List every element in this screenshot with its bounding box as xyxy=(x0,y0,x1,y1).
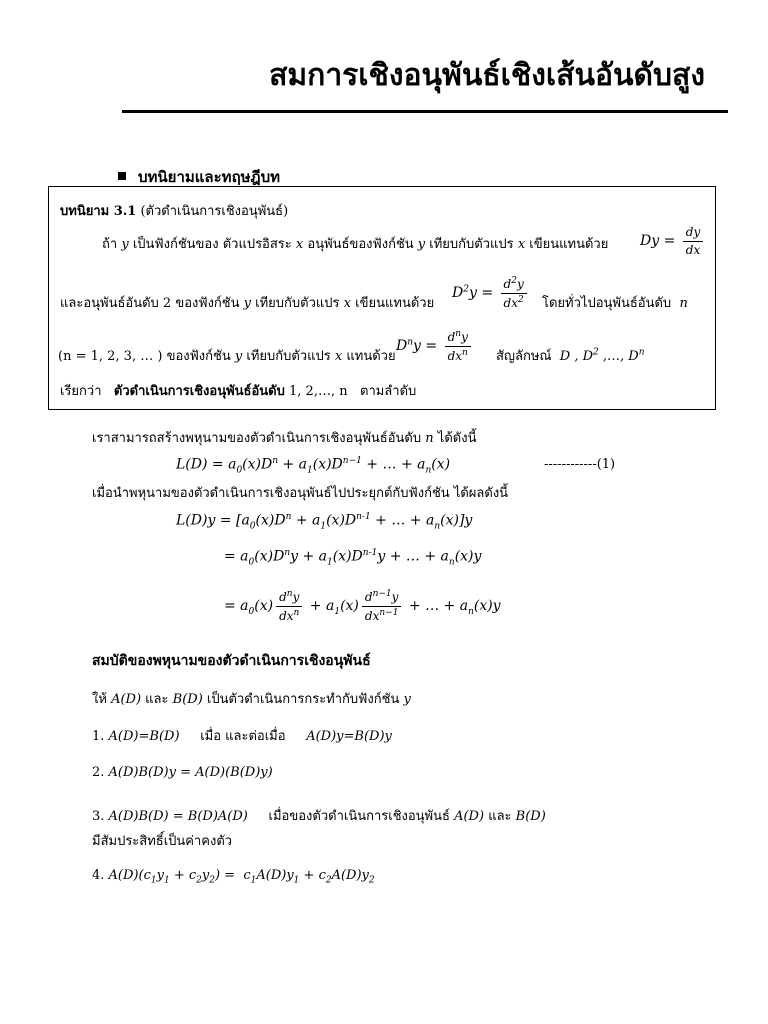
definition-line-3-end xyxy=(496,345,644,366)
body-text: ได้ดังนี้ xyxy=(437,431,477,446)
math-expr: $A(D)(c_1y_1 + c_2y_2) = c_1A(D)y_1 + c_2A(D)y_2$ xyxy=(108,868,375,886)
body-text: ให้ xyxy=(92,692,107,707)
fraction-dy-dx: $\frac{dy}{dx}$ xyxy=(683,226,703,256)
property-3-continued: มีสัมประสิทธิ์เป็นค่าคงตัว xyxy=(92,834,233,849)
definition-label: บทนิยาม 3.1 xyxy=(60,204,137,219)
body-text: เมื่อ และต่อเมื่อ xyxy=(200,729,286,744)
property-3 xyxy=(92,805,546,826)
math-A-of-D: A(D) xyxy=(454,809,485,824)
def-text: อนุพันธ์ของฟังก์ชัน xyxy=(307,237,414,252)
math-y: y xyxy=(243,296,252,311)
body-text: และ xyxy=(145,692,169,707)
definition-line-2-end xyxy=(542,292,688,313)
def-text: 1, 2,…, n xyxy=(289,384,348,399)
math-x: x xyxy=(517,237,526,252)
paragraph-apply: เมื่อนำพหุนามของตัวดำเนินการเชิงอนุพันธ์ไปประยุกต์กับฟังก์ชัน ได้ผลดังนี้ xyxy=(92,486,509,501)
body-text: เป็นตัวดำเนินการกระทำกับฟังก์ชัน xyxy=(206,692,400,707)
equation-Ly-1: $L(D)y = [a_0(x)D^n + a_1(x)D^{n-1}$ + … + $a_n(x)]y$ xyxy=(176,512,473,532)
equation-Ly-3: = $a_0(x)$ $\frac{d^ny}{dx^n}$ + $a_1(x)$ $\frac{d^{n-1}y}{dx^{n-1}}$ + … + $a_n(x)y$ xyxy=(224,589,501,623)
def-text: สัญลักษณ์ xyxy=(496,349,552,364)
page-title: สมการเชิงอนุพันธ์เชิงเส้นอันดับสูง xyxy=(269,58,705,93)
def-text: (n = 1, 2, 3, … ) xyxy=(58,349,163,364)
definition-label-note: (ตัวดำเนินการเชิงอนุพันธ์) xyxy=(140,204,289,219)
math-n: n xyxy=(425,431,434,446)
def-text: ถ้า xyxy=(102,237,118,252)
definition-line-1 xyxy=(102,233,608,254)
property-number: 4. xyxy=(92,868,105,883)
def-text: เขียนแทนด้วย xyxy=(355,296,435,311)
definition-line-3 xyxy=(58,345,396,366)
fraction-dn1y-dxn1: $\frac{d^{n-1}y}{dx^{n-1}}$ xyxy=(362,590,402,622)
property-4 xyxy=(92,868,375,886)
property-number: 2. xyxy=(92,765,105,780)
title-rule xyxy=(122,110,728,113)
math-n: n xyxy=(675,296,688,311)
paragraph-polynomial xyxy=(92,427,476,448)
math-x: x xyxy=(295,237,304,252)
def-text: เขียนแทนด้วย xyxy=(529,237,609,252)
section-heading-text: บทนิยามและทฤษฎีบท xyxy=(138,168,281,186)
equation-L-of-D: $L(D) = a_0(x)D^n + a_1(x)D^{n-1}$ + … + $a_n(x)$ xyxy=(176,456,451,476)
math-x: x xyxy=(334,349,343,364)
def-text: เทียบกับตัวแปร xyxy=(429,237,514,252)
square-bullet-icon xyxy=(118,172,126,180)
properties-given xyxy=(92,688,411,709)
fraction-dny-dxn: $\frac{d^ny}{dx^n}$ xyxy=(445,330,471,362)
property-1 xyxy=(92,725,392,746)
math-B-of-D: B(D) xyxy=(172,692,203,707)
body-text: เมื่อของตัวดำเนินการเชิงอนุพันธ์ xyxy=(268,809,450,824)
formula-D2y: $D^2y$ = $\frac{d^2y}{dx^2}$ xyxy=(452,277,530,309)
def-text: ของฟังก์ชัน xyxy=(166,349,231,364)
def-text: ตัวดำเนินการเชิงอนุพันธ์อันดับ xyxy=(113,384,285,399)
definition-line-4 xyxy=(60,380,416,401)
math-x: x xyxy=(343,296,352,311)
def-text: และอนุพันธ์อันดับ 2 ของฟังก์ชัน xyxy=(60,296,240,311)
def-text: เทียบกับตัวแปร xyxy=(255,296,340,311)
fraction-d2y-dx2: $\frac{d^2y}{dx^2}$ xyxy=(501,277,527,309)
definition-label-line xyxy=(60,200,288,221)
math-B-of-D: B(D) xyxy=(515,809,546,824)
math-expr: A(D)y=B(D)y xyxy=(306,729,392,744)
formula-Dny: $D^ny$ = $\frac{d^ny}{dx^n}$ xyxy=(396,330,474,362)
equation-Ly-2: = $a_0(x)D^ny + a_1(x)D^{n-1}y$ + … + $a_n(x)y$ xyxy=(224,548,482,568)
def-text: แทนด้วย xyxy=(346,349,396,364)
math-expr: A(D)B(D) = B(D)A(D) xyxy=(108,809,248,824)
property-number: 1. xyxy=(92,729,105,744)
fraction-dny-dxn: $\frac{d^ny}{dx^n}$ xyxy=(276,590,302,622)
math-A-of-D: A(D) xyxy=(111,692,142,707)
math-y: y xyxy=(121,237,129,252)
body-text: และ xyxy=(488,809,512,824)
equation-label: ------------(1) xyxy=(544,457,616,472)
property-number: 3. xyxy=(92,809,105,824)
math-symbols: D , $D^2$ ,…, $D^n$ xyxy=(555,347,645,364)
def-text: ตามลำดับ xyxy=(360,384,417,399)
math-y: y xyxy=(417,237,426,252)
def-text: โดยทั่วไปอนุพันธ์อันดับ xyxy=(542,296,672,311)
math-y: y xyxy=(403,692,411,707)
properties-heading: สมบัติของพหุนามของตัวดำเนินการเชิงอนุพันธ์ xyxy=(92,653,371,669)
definition-line-2 xyxy=(60,292,434,313)
property-2 xyxy=(92,765,273,780)
def-text: เรียกว่า xyxy=(60,384,102,399)
def-text: เทียบกับตัวแปร xyxy=(246,349,331,364)
math-expr: A(D)B(D)y = A(D)(B(D)y) xyxy=(108,765,273,780)
def-text: เป็นฟังก์ชันของ ตัวแปรอิสระ xyxy=(132,237,292,252)
math-expr: A(D)=B(D) xyxy=(108,729,180,744)
formula-Dy: Dy = $\frac{dy}{dx}$ xyxy=(640,226,706,256)
body-text: เราสามารถสร้างพหุนามของตัวดำเนินการเชิงอนุพันธ์อันดับ xyxy=(92,431,422,446)
math-y: y xyxy=(234,349,243,364)
